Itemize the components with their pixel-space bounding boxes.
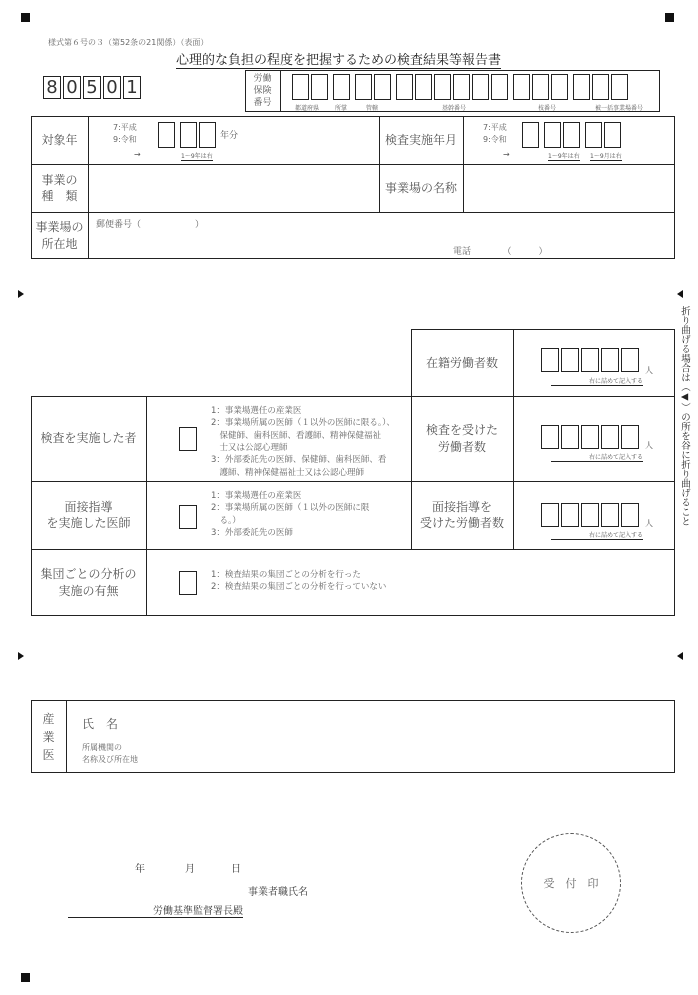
- form-code-digit: 0: [103, 76, 121, 99]
- divider: [513, 396, 514, 549]
- insurance-digit-box[interactable]: [292, 74, 309, 100]
- era-code-box[interactable]: [158, 122, 175, 148]
- unit-label: 人: [645, 366, 653, 375]
- workplace-address-label: 事業場の 所在地: [35, 220, 84, 251]
- target-year-boxes: [158, 122, 216, 148]
- analysis-code-box[interactable]: [179, 571, 197, 595]
- count-digit-box[interactable]: [621, 348, 639, 372]
- target-year-label: 対象年: [41, 132, 78, 147]
- insurance-digit-box[interactable]: [415, 74, 432, 100]
- insurance-digit-box[interactable]: [532, 74, 549, 100]
- fold-mark-right-lower: [677, 652, 683, 660]
- right-align-note: 右に詰めて記入する: [551, 376, 643, 386]
- insurance-number-label: 労働 保険 番号: [245, 70, 281, 112]
- reception-stamp-label: 受 付 印: [543, 877, 599, 890]
- count-digit-box[interactable]: [601, 348, 619, 372]
- insurance-sub-label: 都道府県: [295, 105, 320, 112]
- reception-stamp-area: [521, 833, 621, 933]
- corner-mark-top-left: [21, 13, 30, 22]
- fold-instruction: 折り曲げる場合は（◀）の所を谷に折り曲げること: [679, 306, 690, 526]
- insurance-sub-label: 被一括事業場番号: [595, 105, 644, 112]
- month-digit-box[interactable]: [585, 122, 602, 148]
- physician-label: 産 業 医: [42, 711, 55, 762]
- fold-mark-left-upper: [18, 290, 24, 298]
- insurance-sub-label: 所掌: [335, 105, 348, 112]
- interview-doctor-code-box[interactable]: [179, 505, 197, 529]
- examined-label: 検査を受けた 労働者数: [425, 423, 498, 454]
- insurance-sub-label: 管轄: [366, 105, 379, 112]
- insurance-digit-box[interactable]: [551, 74, 568, 100]
- enrolled-count-field: [541, 348, 639, 372]
- month-digit-box[interactable]: [604, 122, 621, 148]
- divider: [66, 700, 67, 773]
- arrow: →: [134, 150, 141, 159]
- interviewed-label: 面接指導を 受けた労働者数: [419, 499, 504, 530]
- year-note: 1～9年は右: [181, 153, 213, 160]
- year-suffix: 年分: [220, 131, 239, 141]
- count-digit-box[interactable]: [581, 503, 599, 527]
- year-digit-box[interactable]: [180, 122, 197, 148]
- right-align-note: 右に詰めて記入する: [551, 452, 643, 462]
- form-number: 様式第６号の３（第52条の21関係）（表面）: [48, 38, 209, 47]
- performer-options: 1：事業場選任の産業医 2：事業場所属の医師（１以外の医師に限る。）、 保健師、歯科医師、看護師、精神保健福祉 士又は公認心理師 3：外部委託先の医師、保健師、歯科医師、看 護師、精神保健福祉士又は公認心理師: [211, 406, 395, 478]
- insurance-digit-box[interactable]: [611, 74, 628, 100]
- unit-label: 人: [645, 519, 653, 528]
- date-day-label: 日: [231, 864, 241, 875]
- physician-affiliation-field[interactable]: [160, 740, 670, 768]
- month-note: 1～9月は右: [590, 153, 622, 160]
- count-digit-box[interactable]: [541, 425, 559, 449]
- analysis-label: 集団ごとの分析の 実施の有無: [40, 567, 137, 598]
- insurance-digit-box[interactable]: [355, 74, 372, 100]
- insurance-digit-box[interactable]: [374, 74, 391, 100]
- divider: [513, 329, 514, 397]
- count-digit-box[interactable]: [581, 348, 599, 372]
- fold-mark-right-upper: [677, 290, 683, 298]
- count-digit-box[interactable]: [561, 503, 579, 527]
- form-code-digit: 5: [83, 76, 101, 99]
- corner-mark-top-right: [665, 13, 674, 22]
- form-code-digit: 1: [123, 76, 141, 99]
- insurance-digit-box[interactable]: [491, 74, 508, 100]
- insurance-digit-box[interactable]: [396, 74, 413, 100]
- examined-count-field: [541, 425, 639, 449]
- phone-label: 電話 （ ）: [453, 247, 548, 257]
- count-digit-box[interactable]: [541, 503, 559, 527]
- count-digit-box[interactable]: [561, 425, 579, 449]
- performer-label: 検査を実施した者: [40, 431, 137, 446]
- era-options-exam: 7:平成 9:令和: [483, 123, 507, 144]
- insurance-sub-label: 枝番号: [538, 105, 557, 112]
- insurance-digit-box[interactable]: [434, 74, 451, 100]
- interview-doctor-label: 面接指導 を実施した医師: [46, 499, 131, 530]
- insurance-digit-box[interactable]: [311, 74, 328, 100]
- corner-mark-bottom-left: [21, 973, 30, 982]
- form-code-digit: 8: [43, 76, 61, 99]
- postal-code-label: 郵便番号（ ）: [96, 220, 205, 230]
- employer-label: 事業者職氏名: [248, 887, 308, 898]
- analysis-options: 1：検査結果の集団ごとの分析を行った 2：検査結果の集団ごとの分析を行っていない: [211, 570, 387, 593]
- arrow: →: [503, 150, 510, 159]
- insurance-digit-box[interactable]: [513, 74, 530, 100]
- count-digit-box[interactable]: [601, 425, 619, 449]
- form-code-digit: 0: [63, 76, 81, 99]
- physician-name-label: 氏 名: [82, 717, 119, 731]
- divider: [146, 396, 147, 616]
- insurance-digit-box[interactable]: [573, 74, 590, 100]
- count-digit-box[interactable]: [621, 503, 639, 527]
- year-digit-box[interactable]: [544, 122, 561, 148]
- enrolled-label: 在籍労働者数: [425, 355, 498, 370]
- fold-mark-left-lower: [18, 652, 24, 660]
- exam-period-label: 検査実施年月: [384, 132, 457, 147]
- physician-name-field[interactable]: [140, 708, 670, 734]
- count-digit-box[interactable]: [561, 348, 579, 372]
- addressee: 労働基準監督署長殿: [68, 902, 243, 918]
- year-digit-box[interactable]: [199, 122, 216, 148]
- count-digit-box[interactable]: [581, 425, 599, 449]
- workplace-name-label: 事業場の名称: [384, 180, 457, 195]
- right-align-note: 右に詰めて記入する: [551, 530, 643, 540]
- exam-period-boxes: [522, 122, 621, 148]
- insurance-digit-box[interactable]: [333, 74, 350, 100]
- year-digit-box[interactable]: [563, 122, 580, 148]
- era-options-target: 7:平成 9:令和: [113, 123, 137, 144]
- interview-doctor-options: 1：事業場選任の産業医 2：事業場所属の医師（１以外の医師に限 る。） 3：外部委託先の医師: [211, 491, 370, 538]
- count-digit-box[interactable]: [601, 503, 619, 527]
- workplace-name-field[interactable]: [464, 165, 674, 211]
- insurance-digit-box[interactable]: [472, 74, 489, 100]
- count-digit-box[interactable]: [541, 348, 559, 372]
- year-note: 1～9年は右: [548, 153, 580, 160]
- count-digit-box[interactable]: [621, 425, 639, 449]
- date-year-label: 年: [135, 864, 145, 875]
- business-type-field[interactable]: [89, 165, 378, 211]
- unit-label: 人: [645, 441, 653, 450]
- era-code-box[interactable]: [522, 122, 539, 148]
- divider: [31, 212, 675, 213]
- physician-affiliation-label: 所属機関の 名称及び所在地: [82, 743, 138, 764]
- insurance-digit-box[interactable]: [453, 74, 470, 100]
- insurance-sub-label: 基幹番号: [442, 105, 467, 112]
- form-code: [43, 76, 141, 99]
- interviewed-count-field: [541, 503, 639, 527]
- business-type-label: 事業の 種 類: [41, 172, 78, 203]
- document-title: 心理的な負担の程度を把握するための検査結果等報告書: [176, 49, 501, 69]
- date-month-label: 月: [185, 864, 195, 875]
- insurance-digit-box[interactable]: [592, 74, 609, 100]
- insurance-digit-row: [292, 74, 628, 100]
- performer-code-box[interactable]: [179, 427, 197, 451]
